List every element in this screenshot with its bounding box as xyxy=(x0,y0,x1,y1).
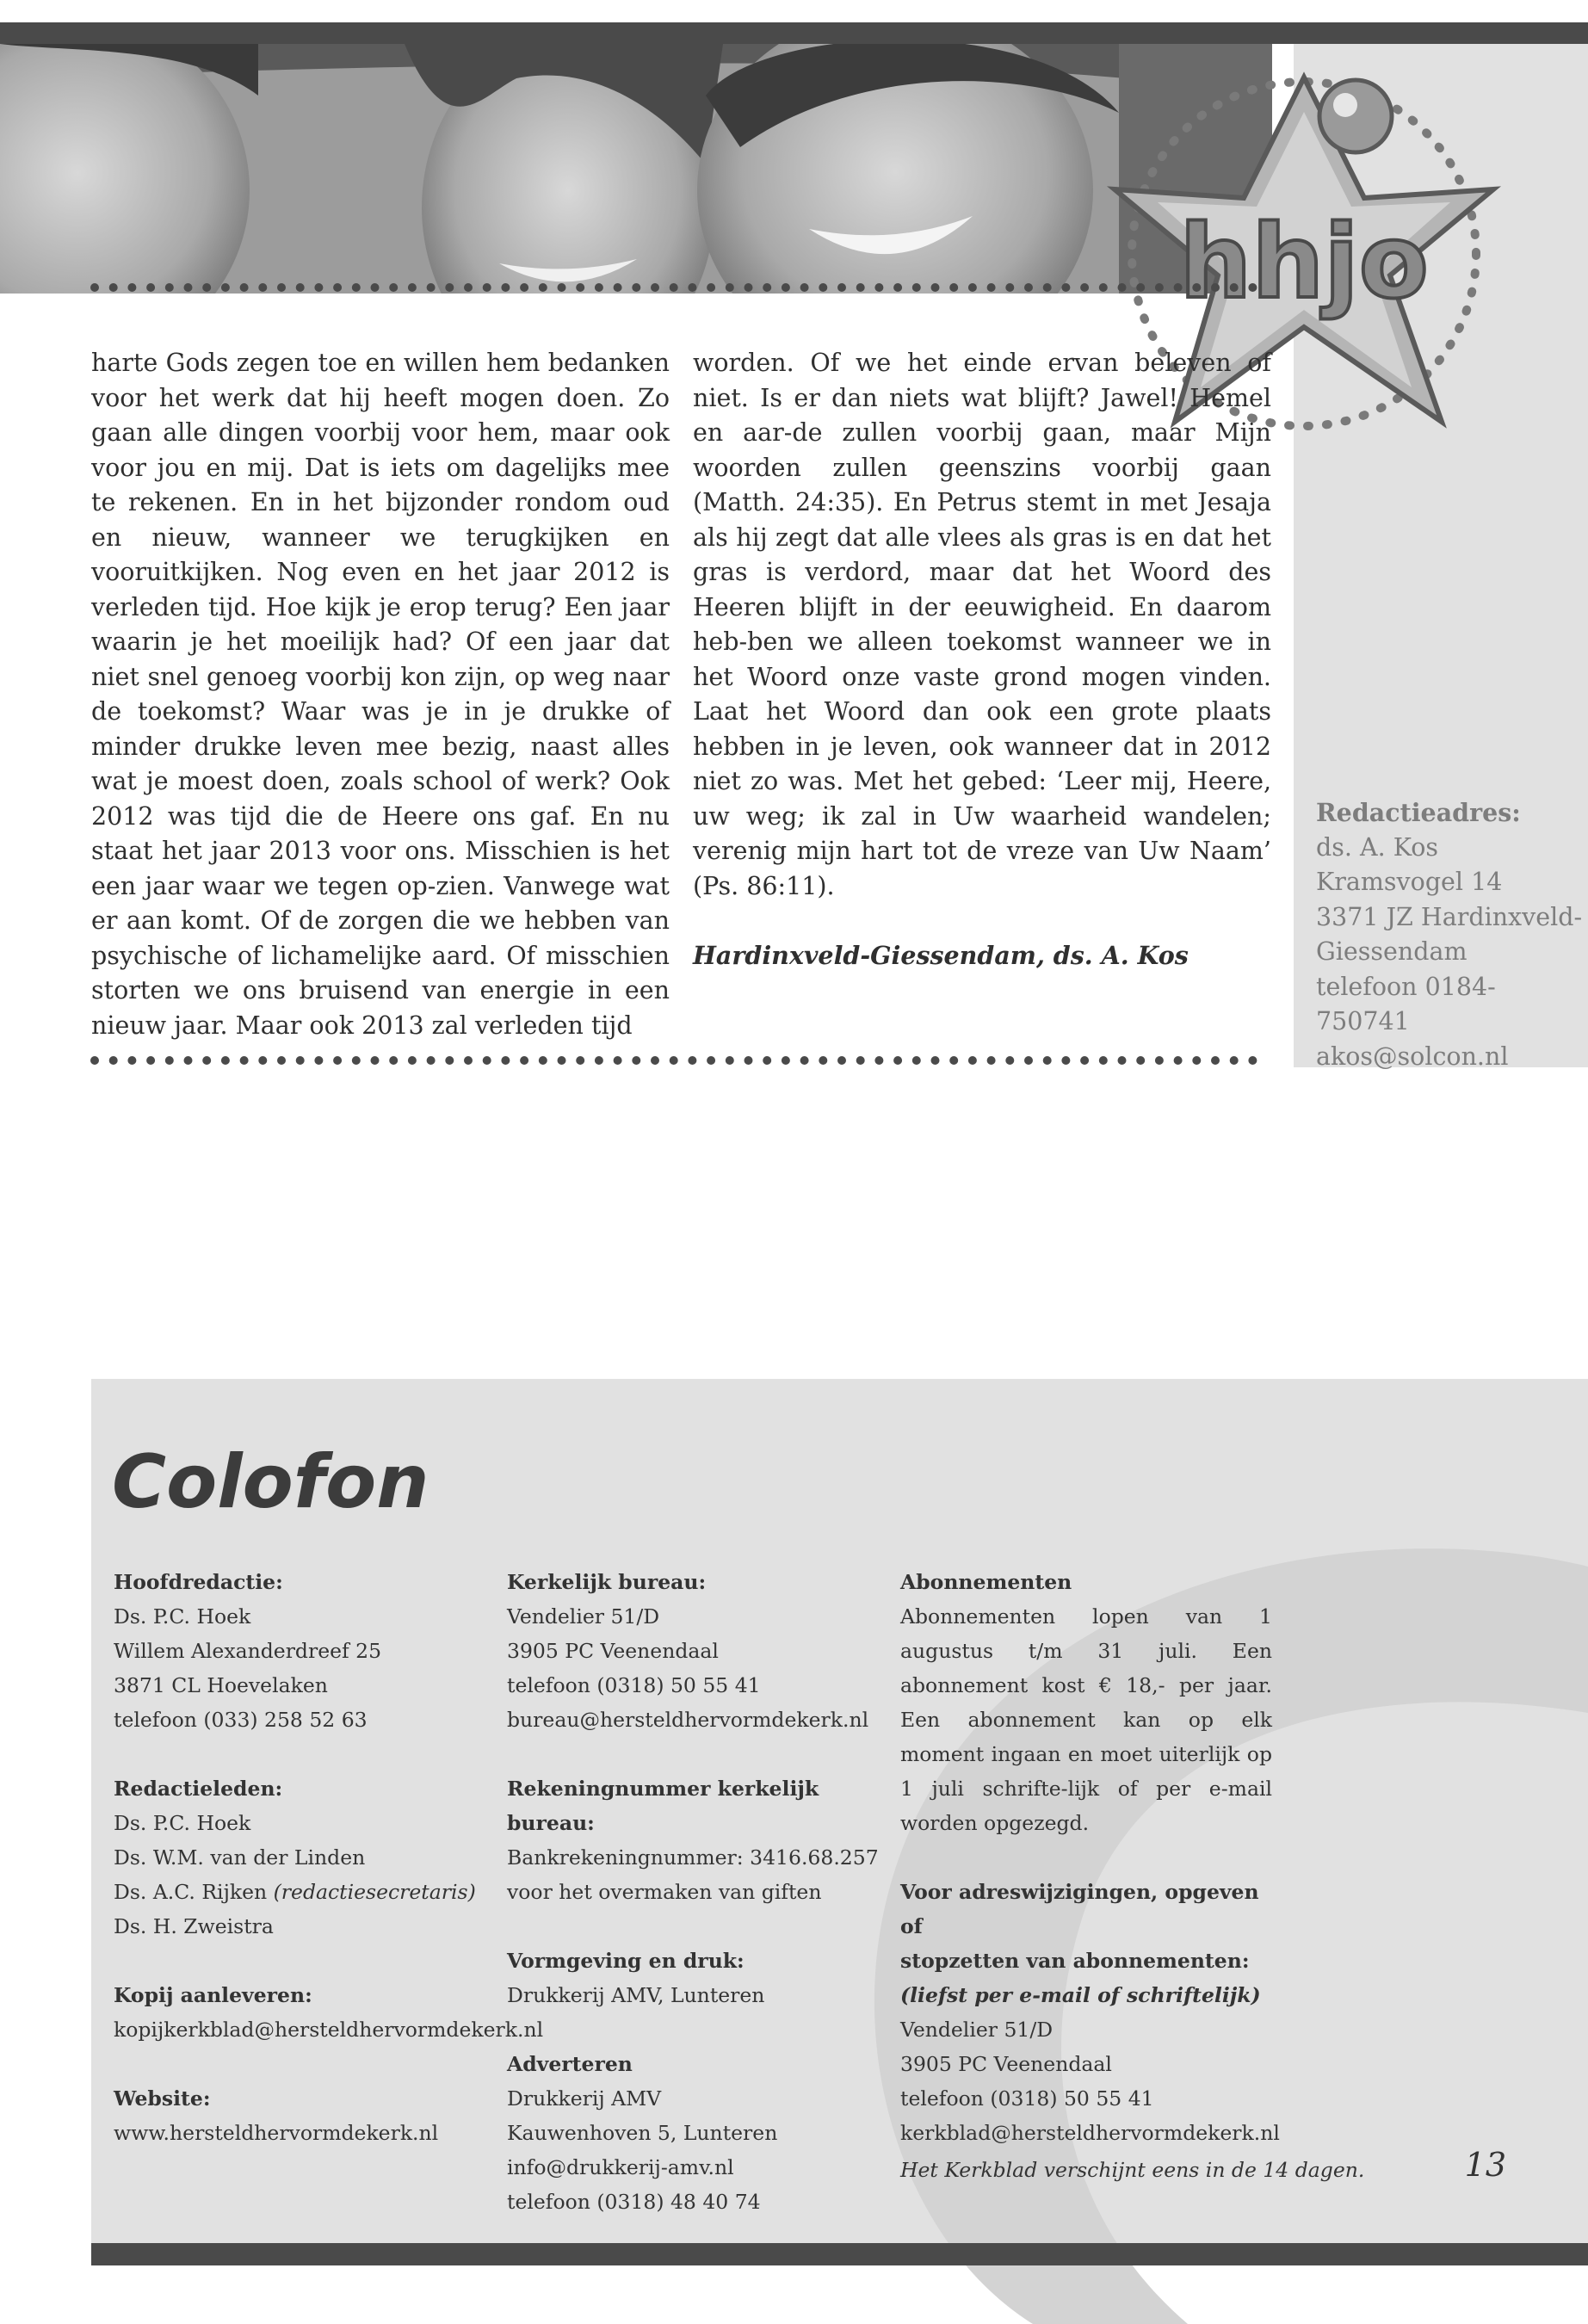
top-bar xyxy=(0,22,1588,44)
article-column-2 xyxy=(693,346,1271,973)
redactielid-role: (redactiesecretaris) xyxy=(273,1880,476,1904)
rekening-label: Rekeningnummer kerkelijk bureau: xyxy=(507,1777,819,1835)
hoofdredactie-line: 3871 CL Hoevelaken xyxy=(114,1673,328,1697)
adverteren-email[interactable]: info@drukkerij-amv.nl xyxy=(507,2155,734,2179)
vormgeving-value: Drukkerij AMV, Lunteren xyxy=(507,1983,765,2007)
adreswijziging-note: (liefst per e-mail of schriftelijk) xyxy=(900,1983,1261,2007)
adverteren-line: Kauwenhoven 5, Lunteren xyxy=(507,2121,778,2145)
vormgeving-label: Vormgeving en druk: xyxy=(507,1949,745,1973)
rekening-line: Bankrekeningnummer: 3416.68.257 xyxy=(507,1845,879,1870)
hoofdredactie-label: Hoofdredactie: xyxy=(114,1570,283,1594)
article-text-2: worden. Of we het einde ervan beleven of niet. Is er dan niets wat blijft? Jawel! Hemel en aar-de zullen voorbij gaan, maar Mijn woorden zullen geenszins voorbij gaan (Matth. 24:35). En Petrus stemt in met Jesaja als hij zegt dat alle vlees als gras is en dat het gras is verdord, maar dat het Woord des Heeren blijft in der eeuwigheid. En daarom heb-ben we alleen toekomst wanneer we in het Woord onze vaste grond mogen vinden. Laat het Woord dan ook een grote plaats hebben in je leven, ook wanneer dat in 2012 niet zo was. Met het gebed: ‘Leer mij, Heere, uw weg; ik zal in Uw waarheid wandelen; verenig mijn hart tot de vreze van Uw Naam’ (Ps. 86:11). xyxy=(693,349,1271,900)
website-label: Website: xyxy=(114,2086,211,2111)
abonnementen-text: Abonnementen lopen van 1 augustus t/m 31 juli. Een abonnement kost € 18,- per jaar. Een abonnement kan op elk moment ingaan en moet uiterlijk op 1 juli schrifte-lijk of per e-mail worden opgezegd. xyxy=(900,1604,1272,1835)
hoofdredactie-line: Ds. P.C. Hoek xyxy=(114,1604,251,1629)
editorial-address xyxy=(1316,795,1583,1074)
hoofdredactie-line: Willem Alexanderdreef 25 xyxy=(114,1639,382,1663)
address-line: Kramsvogel 14 xyxy=(1316,868,1503,896)
bureau-email[interactable]: bureau@hersteldhervormdekerk.nl xyxy=(507,1708,869,1732)
adreswijziging-label: stopzetten van abonnementen: xyxy=(900,1949,1250,1973)
publication-note: Het Kerkblad verschijnt eens in de 14 dagen. xyxy=(900,2158,1365,2182)
article-text-1: harte Gods zegen toe en willen hem bedanken voor het werk dat hij heeft mogen doen. Zo gaan alle dingen voorbij voor hem, maar ook voor jou en mij. Dat is iets om dagelijks mee te rekenen. En in het bijzonder rondom oud en nieuw, wanneer we terugkijken en vooruitkijken. Nog even en het jaar 2012 is verleden tijd. Hoe kijk je erop terug? Een jaar waarin je het moeilijk had? Of een jaar dat niet snel genoeg voorbij kon zijn, op weg naar de toekomst? Waar was je in je drukke of minder drukke leven mee bezig, naast alles wat je moest doen, zoals school of werk? Ook 2012 was tijd die de Heere ons gaf. En nu staat het jaar 2013 voor ons. Misschien is het een jaar waar we tegen op-zien. Vanwege wat er aan komt. Of de zorgen die we hebben van psychische of lichamelijke aard. Of misschien storten we ons bruisend van energie in een nieuw jaar. Maar ook 2013 zal verleden tijd xyxy=(91,349,670,1040)
article-column-1 xyxy=(91,346,670,1043)
bureau-label: Kerkelijk bureau: xyxy=(507,1570,707,1594)
address-heading: Redactieadres: xyxy=(1316,798,1521,827)
colofon-column-2 xyxy=(507,1565,886,2219)
address-line: Giessendam xyxy=(1316,937,1468,966)
colofon-column-3 xyxy=(900,1565,1280,2150)
colofon-title: Colofon xyxy=(112,1439,429,1525)
adreswijziging-line: Vendelier 51/D xyxy=(900,2018,1054,2042)
adreswijziging-label: Voor adreswijzigingen, opgeven of xyxy=(900,1880,1259,1938)
address-line: ds. A. Kos xyxy=(1316,832,1438,862)
page-number: 13 xyxy=(1464,2146,1506,2184)
colofon-column-1 xyxy=(114,1565,544,2150)
bureau-line: Vendelier 51/D xyxy=(507,1604,660,1629)
redactielid: Ds. H. Zweistra xyxy=(114,1914,274,1938)
rekening-line: voor het overmaken van giften xyxy=(507,1880,822,1904)
website-link[interactable]: www.hersteldhervormdekerk.nl xyxy=(114,2121,439,2145)
redactielid-rijken xyxy=(114,1875,492,1909)
bureau-line: 3905 PC Veenendaal xyxy=(507,1639,719,1663)
adreswijziging-line: telefoon (0318) 50 55 41 xyxy=(900,2086,1154,2111)
dotted-divider-bottom xyxy=(86,1052,1274,1069)
adverteren-line: telefoon (0318) 48 40 74 xyxy=(507,2190,761,2214)
redactielid-name: Ds. A.C. Rijken xyxy=(114,1880,268,1904)
logo-text: hhjo xyxy=(1179,202,1429,321)
redactielid: Ds. P.C. Hoek xyxy=(114,1811,251,1835)
adverteren-line: Drukkerij AMV xyxy=(507,2086,662,2111)
header-photo xyxy=(0,44,1272,294)
kopij-label: Kopij aanleveren: xyxy=(114,1983,312,2007)
address-line: telefoon 0184-750741 xyxy=(1316,972,1496,1035)
address-line: 3371 JZ Hardinxveld- xyxy=(1316,902,1583,931)
abonnementen-label: Abonnementen xyxy=(900,1570,1072,1594)
photo-icon xyxy=(0,44,1272,294)
bottom-bar xyxy=(91,2243,1588,2265)
adverteren-label: Adverteren xyxy=(507,2052,633,2076)
adreswijziging-line: 3905 PC Veenendaal xyxy=(900,2052,1112,2076)
article-signature: Hardinxveld-Giessendam, ds. A. Kos xyxy=(693,941,1189,970)
bureau-line: telefoon (0318) 50 55 41 xyxy=(507,1673,761,1697)
address-email[interactable]: akos@solcon.nl xyxy=(1316,1041,1509,1071)
kopij-email[interactable]: kopijkerkblad@hersteldhervormdekerk.nl xyxy=(114,2018,544,2042)
hoofdredactie-line: telefoon (033) 258 52 63 xyxy=(114,1708,368,1732)
dotted-divider-top xyxy=(86,279,1274,296)
adreswijziging-email[interactable]: kerkblad@hersteldhervormdekerk.nl xyxy=(900,2121,1280,2145)
redactielid: Ds. W.M. van der Linden xyxy=(114,1845,366,1870)
redactieleden-label: Redactieleden: xyxy=(114,1777,283,1801)
